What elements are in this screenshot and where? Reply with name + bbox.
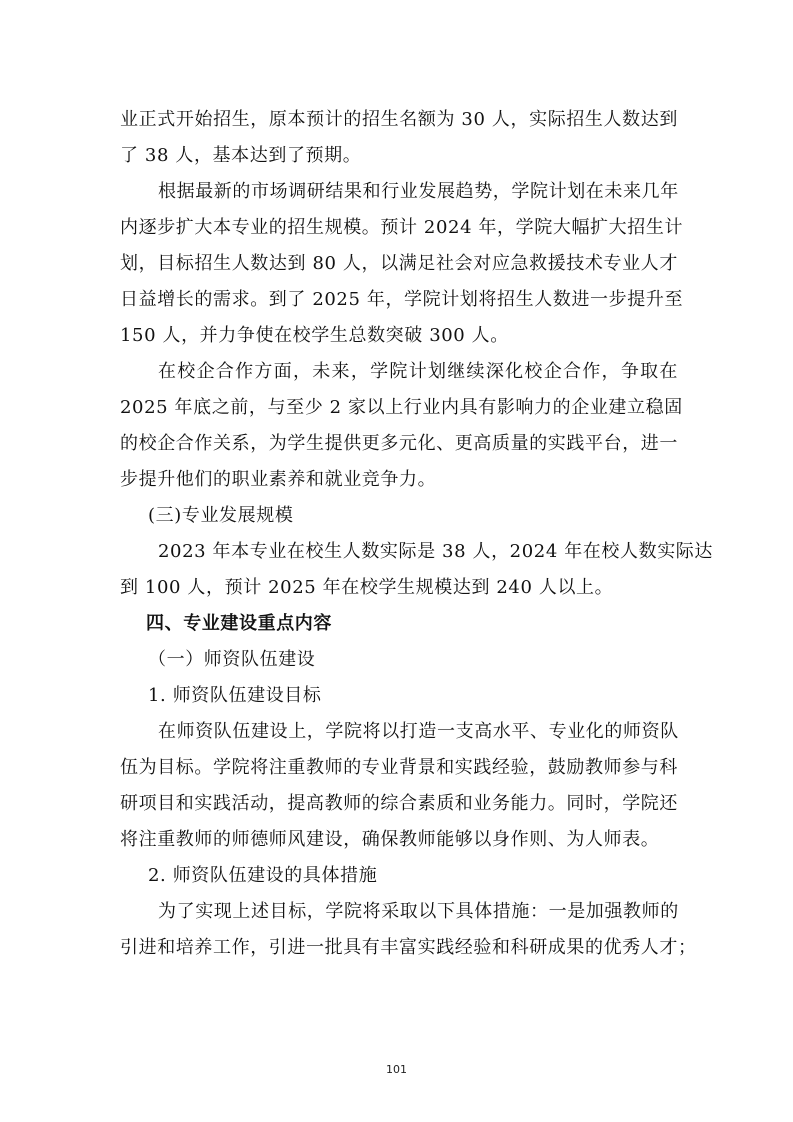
paragraph-faculty-goal <box>120 714 678 858</box>
text-line: 了 38 人，基本达到了预期。 <box>120 145 362 166</box>
text-line: 的校企合作关系，为学生提供更多元化、更高质量的实践平台，进一 <box>120 433 678 454</box>
paragraph-market-research <box>120 174 684 354</box>
text-line: 在师资队伍建设上，学院将以打造一支高水平、专业化的师资队 <box>158 721 679 742</box>
paragraph-enrollment-start <box>120 102 678 174</box>
text-line: 为了实现上述目标，学院将采取以下具体措施：一是加强教师的 <box>158 901 679 922</box>
text-line: 引进和培养工作，引进一批具有丰富实践经验和科研成果的优秀人才； <box>120 937 697 958</box>
paragraph-faculty-measures <box>120 894 697 966</box>
text-line: 日益增长的需求。到了 2025 年，学院计划将招生人数进一步提升至 <box>120 289 684 310</box>
text-line: 将注重教师的师德师风建设，确保教师能够以身作则、为人师表。 <box>120 829 660 850</box>
text-line: 步提升他们的职业素养和就业竞争力。 <box>120 469 437 490</box>
text-line: 根据最新的市场调研结果和行业发展趋势，学院计划在未来几年 <box>158 181 679 202</box>
subheading-development-scale: (三)专业发展规模 <box>148 505 294 526</box>
text-line: 内逐步扩大本专业的招生规模。预计 2024 年，学院大幅扩大招生计 <box>120 217 684 238</box>
item-faculty-goal: 1. 师资队伍建设目标 <box>148 685 322 706</box>
text-line: 划，目标招生人数达到 80 人，以满足社会对应急救援技术专业人才 <box>120 253 678 274</box>
section-heading-key-content: 四、专业建设重点内容 <box>146 613 332 634</box>
text-line: 2023 年本专业在校生人数实际是 38 人，2024 年在校人数实际达 <box>158 541 714 562</box>
paragraph-enrollment-scale <box>120 534 714 606</box>
text-line: 150 人，并力争使在校学生总数突破 300 人。 <box>120 325 509 346</box>
text-line: 伍为目标。学院将注重教师的专业背景和实践经验，鼓励教师参与科 <box>120 757 678 778</box>
text-line: 到 100 人，预计 2025 年在校学生规模达到 240 人以上。 <box>120 577 614 598</box>
document-page <box>120 102 714 966</box>
text-line: 2025 年底之前，与至少 2 家以上行业内具有影响力的企业建立稳固 <box>120 397 683 418</box>
text-line: 研项目和实践活动，提高教师的综合素质和业务能力。同时，学院还 <box>120 793 678 814</box>
subheading-faculty-building: （一）师资队伍建设 <box>148 649 316 670</box>
text-line: 在校企合作方面，未来，学院计划继续深化校企合作，争取在 <box>158 361 678 382</box>
text-line: 业正式开始招生，原本预计的招生名额为 30 人，实际招生人数达到 <box>120 109 678 130</box>
page-number: 101 <box>386 1063 407 1076</box>
item-faculty-measures: 2. 师资队伍建设的具体措施 <box>148 865 378 886</box>
paragraph-school-enterprise <box>120 354 683 498</box>
